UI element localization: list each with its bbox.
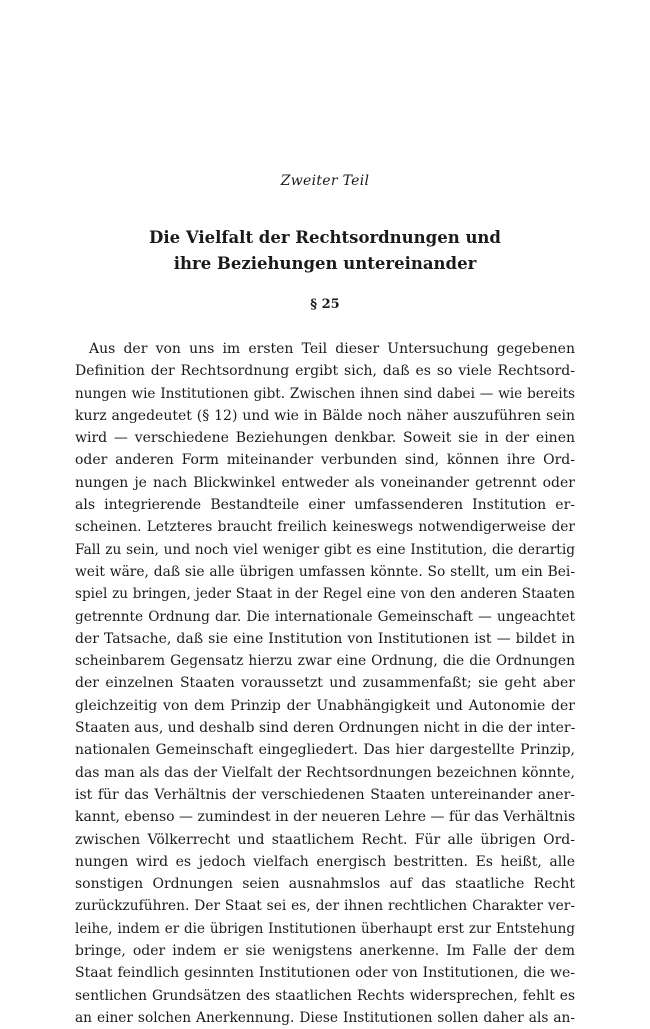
text-line: als integrierende Bestandteile einer umfassenderen Institution er- <box>75 497 575 514</box>
text-line: der einzelnen Staaten voraussetzt und zusammenfaßt; sie geht aber <box>75 675 575 692</box>
text-line: wird — verschiedene Beziehungen denkbar. Soweit sie in der einen <box>75 430 575 447</box>
text-line: der Tatsache, daß sie eine Institution von Institutionen ist — bildet in <box>75 630 575 647</box>
text-line: kannt, ebenso — zumindest in der neueren Lehre — für das Verhältnis <box>75 809 575 826</box>
text-line: weit wäre, daß sie alle übrigen umfassen könnte. So stellt, um ein Bei- <box>75 563 575 580</box>
text-line: scheinbarem Gegensatz hierzu zwar eine Ordnung, die die Ordnungen <box>75 653 575 670</box>
text-line: kurz angedeutet (§ 12) und wie in Bälde noch näher auszuführen sein <box>75 407 575 424</box>
text-line: Staaten aus, und deshalb sind deren Ordnungen nicht in die der inter- <box>75 720 575 737</box>
chapter-title <box>0 225 650 277</box>
text-line: Fall zu sein, und noch viel weniger gibt es eine Institution, die derartig <box>75 541 575 558</box>
text-line: nungen wird es jedoch vielfach energisch bestritten. Es heißt, alle <box>75 853 575 870</box>
text-line: zurückzuführen. Der Staat sei es, der ihnen rechtlichen Charakter ver- <box>75 898 575 915</box>
text-line: das man als das der Vielfalt der Rechtsordnungen bezeichnen könnte, <box>75 764 575 781</box>
chapter-title-line-1: Die Vielfalt der Rechtsordnungen und <box>149 228 501 247</box>
part-title: Zweiter Teil <box>280 173 370 189</box>
section-heading: § 25 <box>310 297 340 312</box>
text-line: bringe, oder indem er sie wenigstens anerkenne. Im Falle der dem <box>75 943 575 960</box>
text-line: an einer solchen Anerkennung. Diese Institutionen sollen daher als an- <box>75 1009 575 1026</box>
text-line: nationalen Gemeinschaft eingegliedert. Das hier dargestellte Prinzip, <box>75 742 575 759</box>
text-line: Aus der von uns im ersten Teil dieser Untersuchung gegebenen <box>89 341 575 357</box>
text-line: gleichzeitig von dem Prinzip der Unabhängigkeit und Autonomie der <box>75 697 575 714</box>
text-line: nungen je nach Blickwinkel entweder als voneinander getrennt oder <box>75 474 575 491</box>
text-line: ist für das Verhältnis der verschiedenen Staaten untereinander aner- <box>75 786 575 803</box>
text-line: spiel zu bringen, jeder Staat in der Regel eine von den anderen Staaten <box>75 586 575 603</box>
text-line: sonstigen Ordnungen seien ausnahmslos auf das staatliche Recht <box>75 876 575 893</box>
text-line: nungen wie Institutionen gibt. Zwischen ihnen sind dabei — wie bereits <box>75 385 575 402</box>
text-line: scheinen. Letzteres braucht freilich keineswegs notwendigerweise der <box>75 519 575 536</box>
chapter-title-line-2: ihre Beziehungen untereinander <box>173 254 477 273</box>
text-line: Definition der Rechtsordnung ergibt sich, daß es so viele Rechtsord- <box>75 363 575 380</box>
body-paragraph <box>75 338 575 1029</box>
text-line: leihe, indem er die übrigen Institutionen überhaupt erst zur Entstehung <box>75 920 575 937</box>
text-line: zwischen Völkerrecht und staatlichem Recht. Für alle übrigen Ord- <box>75 831 575 848</box>
text-line: getrennte Ordnung dar. Die internationale Gemeinschaft — ungeachtet <box>75 608 575 625</box>
text-line: oder anderen Form miteinander verbunden sind, können ihre Ord- <box>75 452 575 469</box>
text-line: Staat feindlich gesinnten Institutionen oder von Institutionen, die we- <box>75 965 575 982</box>
text-line: sentlichen Grundsätzen des staatlichen Rechts widersprechen, fehlt es <box>75 987 575 1004</box>
